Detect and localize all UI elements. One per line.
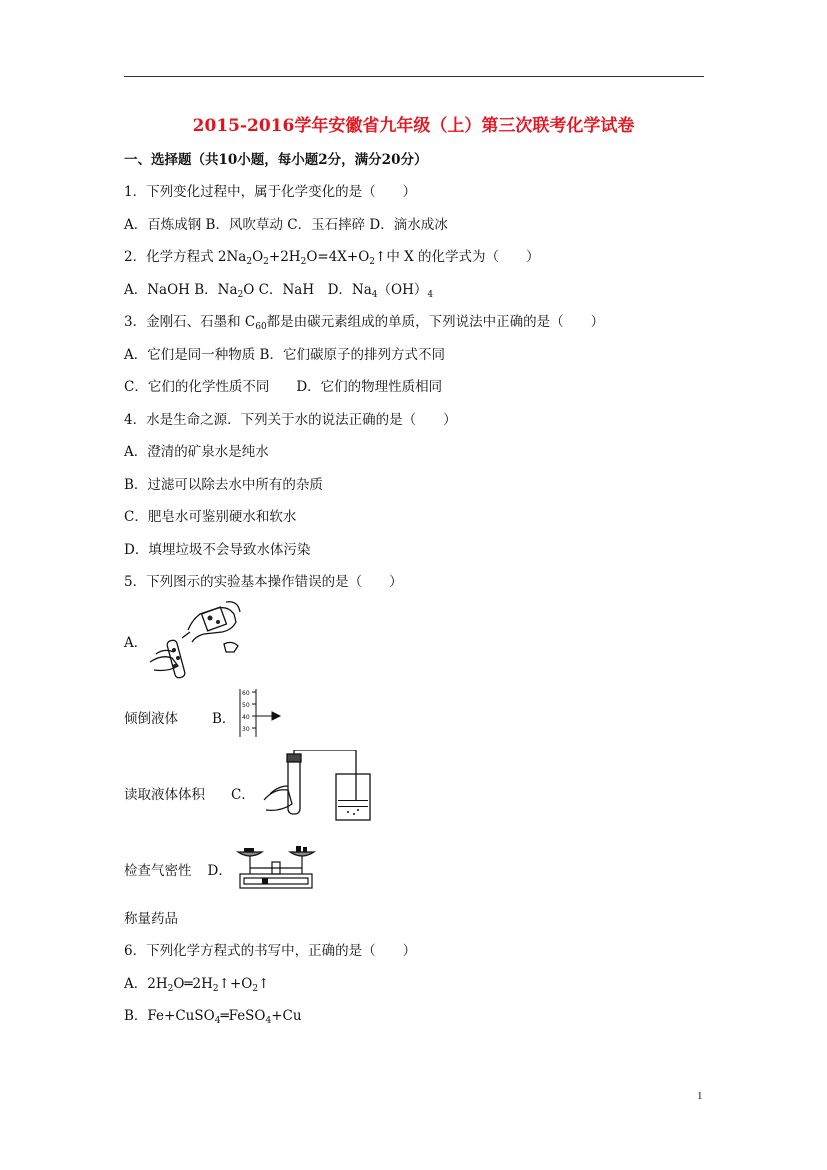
q4-option-a: A．澄清的矿泉水是纯水 [124,444,269,460]
page-title: 2015-2016学年安徽省九年级（上）第三次联考化学试卷 [192,116,635,136]
page-number: 1 [697,1090,703,1102]
q5-stem: 5．下列图示的实验基本操作错误的是（ ） [124,574,403,590]
q5-a-caption: 倾倒液体 B． [124,711,236,727]
scale-tick: 60 [242,690,250,697]
q5-b-label: B． [212,711,236,727]
q3-options-ab: A．它们是同一种物质 B．它们碳原子的排列方式不同 [124,347,445,363]
q4-option-d: D．填埋垃圾不会导致水体污染 [124,542,311,558]
q3-options-cd: C．它们的化学性质不同 D．它们的物理性质相同 [124,379,443,395]
q4-stem: 4．水是生命之源．下列关于水的说法正确的是（ ） [124,412,457,428]
scale-tick: 50 [242,702,250,709]
scale-tick: 40 [242,714,250,721]
balance-scale-figure [234,838,318,894]
q1-options: A．百炼成钢 B．风吹草动 C．玉石摔碎 D．滴水成冰 [124,217,448,233]
q3-stem: 3．金刚石、石墨和 $C_{60}$都是由碳元素组成的单质，下列说法中正确的是（ ） [124,314,605,332]
q1-stem: 1．下列变化过程中，属于化学变化的是（ ） [124,184,417,200]
q5-d-caption: 称量药品 [124,911,178,927]
pouring-liquid-figure [148,600,242,684]
scale-tick: 30 [242,726,250,733]
q5-a-label: A． [124,635,148,651]
q4-option-c: C．肥皂水可鉴别硬水和软水 [124,509,297,525]
q6-stem: 6．下列化学方程式的书写中，正确的是（ ） [124,943,417,959]
q6-option-a: A．$2H_2O═2H_2↑+O_2↑$ [124,976,270,994]
q2-stem: 2．化学方程式 $2Na_2O_2+2H_2O=4X+O_2↑$中 X 的化学式为（ ） [124,249,540,267]
q6-option-b: B．Fe+CuSO$_4$═FeSO$_4$+Cu [124,1008,302,1026]
q5-d-label: D． [207,863,232,879]
q5-b-caption: 读取液体体积 C． [124,787,255,803]
header-rule [124,76,704,77]
q4-option-b: B．过滤可以除去水中所有的杂质 [124,477,323,493]
graduated-cylinder-figure [236,688,284,738]
q5-c-caption: 检查气密性 D． [124,863,232,879]
q5-c-label: C． [231,787,255,803]
section-heading: 一、选择题（共10小题，每小题2分，满分20分） [124,152,428,168]
q2-options: A．NaOH B．$Na_2O$ C．NaH D．$Na_4(OH)_4$ [124,282,434,300]
airtightness-check-figure [262,750,374,822]
